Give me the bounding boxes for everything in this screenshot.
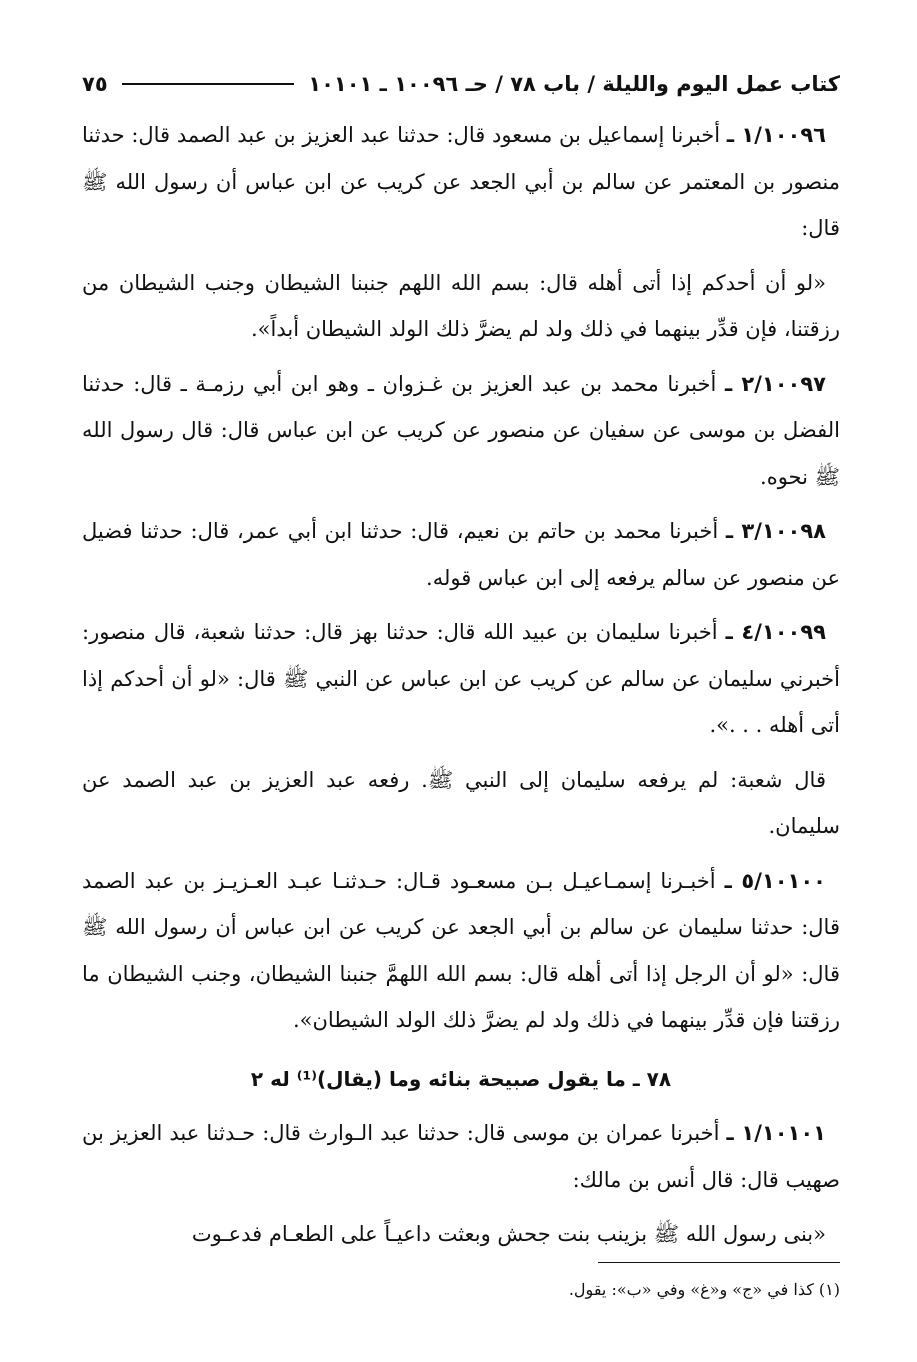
- header-title: كتاب عمل اليوم والليلة / باب ٧٨ / حـ ١٠٠٩٦ ـ ١٠١٠١: [308, 72, 840, 96]
- hadith-text: أخبرنا محمد بن حاتم بن نعيم، قال: حدثنا ابن أبي عمر، قال: حدثنا فضيل عن منصور عن سالم يرفعه إلى ابن عباس قوله.: [82, 519, 840, 590]
- hadith-text: أخبرنا إسماعيل بن مسعود قال: حدثنا عبد العزيز بن عبد الصمد قال: حدثنا منصور بن المعتمر عن سالم بن أبي الجعد عن كريب عن ابن عباس أن رسول الله ﷺ قال:: [82, 123, 840, 240]
- hadith-paragraph: [82, 361, 840, 501]
- hadith-text: «بنى رسول الله ﷺ بزينب بنت جحش وبعثت داعيـاً على الطعـام فدعـوت: [191, 1222, 826, 1246]
- footnote: (١) كذا في «ج» و«غ» وفي «ب»: يقول.: [568, 1280, 840, 1299]
- hadith-paragraph: [82, 112, 840, 252]
- hadith-paragraph: [82, 508, 840, 601]
- running-header: [82, 66, 840, 102]
- hadith-number: ١/١٠١٠١ ـ: [726, 1121, 826, 1145]
- hadith-paragraph: [82, 1211, 840, 1258]
- main-text: [82, 112, 840, 1266]
- hadith-number: ٢/١٠٠٩٧ ـ: [724, 371, 826, 396]
- hadith-text: أخبرنا سليمان بن عبيد الله قال: حدثنا بهز قال: حدثنا شعبة، قال منصور: أخبرني سليمان عن سالم عن كريب عن ابن عباس عن النبي ﷺ قال: «لو أن أحدكم إذا أتى أهله . . .».: [82, 620, 840, 737]
- hadith-text: قال شعبة: لم يرفعه سليمان إلى النبي ﷺ. رفعه عبد العزيز بن عبد الصمد عن سليمان.: [82, 767, 840, 838]
- hadith-number: ٥/١٠١٠٠ ـ: [724, 868, 826, 893]
- hadith-number: ٣/١٠٠٩٨ ـ: [725, 519, 826, 543]
- hadith-paragraph: [82, 260, 840, 353]
- hadith-paragraph: [82, 609, 840, 749]
- footnote-rule: [598, 1262, 840, 1263]
- hadith-paragraph: [82, 1110, 840, 1203]
- hadith-paragraph: [82, 858, 840, 1044]
- hadith-text: أخبرنا عمران بن موسى قال: حدثنا عبد الـوارث قال: حـدثنا عبد العزيز بن صهيب قال: قال أنس بن مالك:: [82, 1121, 840, 1192]
- page-number: ٧٥: [82, 72, 108, 96]
- hadith-paragraph: [82, 757, 840, 850]
- section-heading: ٧٨ ـ ما يقول صبيحة بنائه وما (يقال)⁽¹⁾ له ٢: [250, 1066, 672, 1091]
- hadith-text: أخبرنا محمد بن عبد العزيز بن غـزوان ـ وهو ابن أبي رزمـة ـ قال: حدثنا الفضل بن موسى عن سفيان عن منصور عن كريب عن ابن عباس قال: قال رسول الله ﷺ نحوه.: [82, 371, 840, 489]
- hadith-text: أخبـرنا إسمـاعيـل بـن مسعـود قـال: حـدثنـا عبـد العـزيـز بن عبد الصمد قال: حدثنا سليمان عن سالم بن أبي الجعد عن كريب عن ابن عباس أن رسول الله ﷺ قال: «لو أن الرجل إذا أتى أهله قال: بسم الله اللهمَّ جنبنا الشيطان، وجنب الشيطان ما رزقتنا فإن قدِّر بينهما في ذلك ولد لم يضرَّ ذلك الولد الشيطان».: [82, 868, 840, 1032]
- header-rule: [122, 83, 295, 85]
- hadith-number: ١/١٠٠٩٦ ـ: [726, 123, 826, 147]
- hadith-number: ٤/١٠٠٩٩ ـ: [725, 620, 826, 644]
- hadith-text: «لو أن أحدكم إذا أتى أهله قال: بسم الله اللهم جنبنا الشيطان وجنب الشيطان من رزقتنا، فإن قدِّر بينهما في ذلك ولد لم يضرَّ ذلك الولد الشيطان أبداً».: [82, 270, 840, 341]
